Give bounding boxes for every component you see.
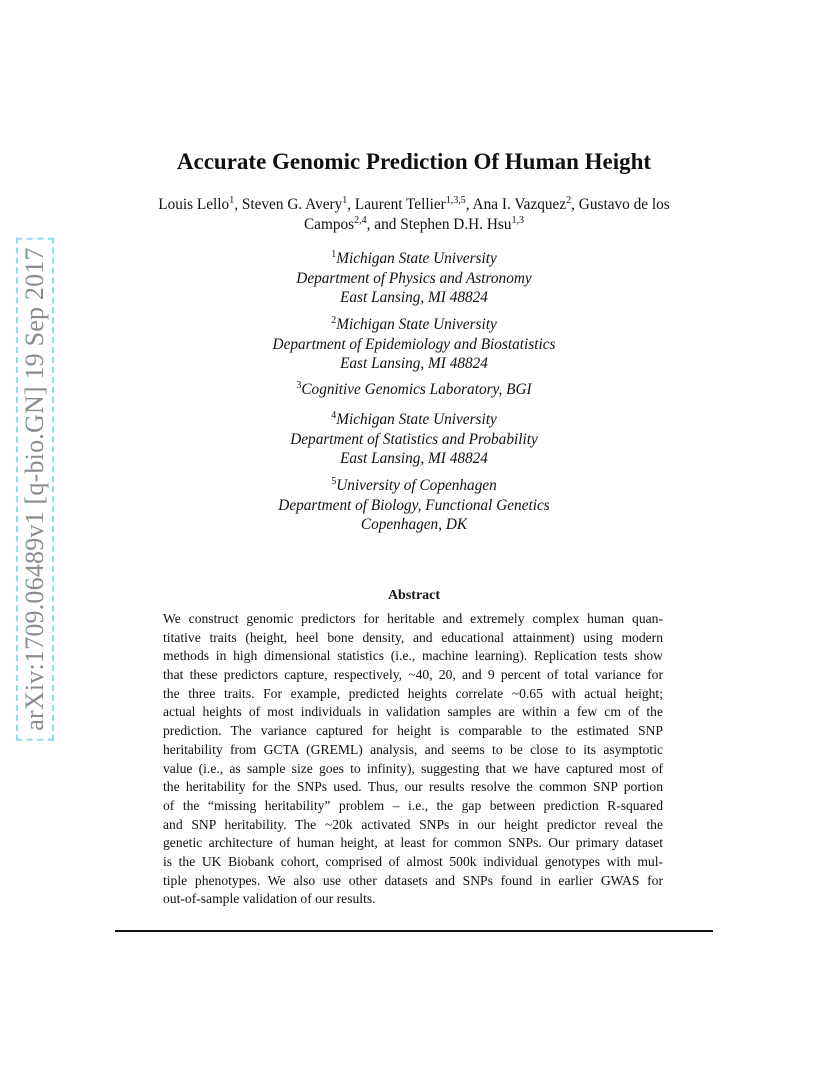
author-separator: , [234, 196, 242, 213]
author-name: Louis Lello [158, 196, 230, 213]
paper-title: Accurate Genomic Prediction Of Human Height [176, 149, 652, 174]
affiliation-line: Cognitive Genomics Laboratory, BGI [301, 381, 532, 398]
affiliation-number: 4 [331, 409, 337, 421]
abstract-heading: Abstract [387, 588, 441, 603]
abstract-line: and SNP heritability. The ~20k activated SNPs in our height predictor reveal the [163, 816, 663, 832]
author-name: Stephen D.H. Hsu [400, 215, 512, 233]
abstract-line: the three traits. For example, predicted heights correlate ~0.65 with actual height; [163, 685, 663, 701]
horizontal-rule [115, 930, 713, 932]
affiliation-number: 3 [296, 379, 302, 391]
author-affiliation-marker: 1,3 [511, 214, 525, 226]
abstract-line: of the “missing heritability” problem – i.e., the gap between prediction R-squared [163, 797, 663, 813]
affiliation-line: Michigan State University [336, 316, 497, 333]
affiliation-line: East Lansing, MI 48824 [340, 289, 488, 306]
author-affiliation-marker: 1 [342, 194, 348, 206]
author-name: Ana I. Vazquez [472, 196, 567, 213]
affiliation-3 [150, 380, 678, 400]
abstract-line: is the UK Biobank cohort, comprised of almost 500k individual genotypes with mul- [163, 853, 663, 869]
author-name: Gustavo de los [578, 196, 670, 213]
abstract-line: value (i.e., as sample size goes to infinity), suggesting that we have captured most of [163, 760, 663, 776]
author-separator: , [465, 196, 473, 213]
author-separator: , [571, 196, 579, 213]
affiliation-line: Department of Epidemiology and Biostatistics [272, 335, 556, 353]
abstract-line: We construct genomic predictors for heritable and extremely complex human quan- [163, 611, 663, 626]
affiliation-line: Copenhagen, DK [360, 516, 468, 533]
author-line-1 [128, 195, 700, 215]
abstract-line: actual heights of most individuals in validation samples are within a few cm of the [163, 704, 663, 720]
affiliation-5 [150, 476, 678, 535]
abstract-line: titative traits (height, heel bone density, and educational attainment) using modern [163, 629, 663, 645]
arxiv-identifier-stamp[interactable]: arXiv:1709.06489v1 [q-bio.GN] 19 Sep 2017 [16, 237, 54, 740]
author-name: Laurent Tellier [354, 196, 446, 213]
abstract-line: prediction. The variance captured for height is comparable to the estimated SNP [163, 723, 663, 739]
author-line-2 [128, 215, 700, 235]
author-affiliation-marker: 2,4 [354, 214, 367, 226]
author-affiliation-marker: 1,3,5 [445, 194, 466, 206]
affiliation-line: Michigan State University [336, 411, 497, 428]
abstract-line: methods in high dimensional statistics (i.e., machine learning). Replication tests show [163, 648, 663, 664]
author-name: Campos [303, 215, 355, 233]
author-affiliation-marker: 1 [229, 194, 235, 206]
affiliation-line: East Lansing, MI 48824 [340, 355, 488, 372]
abstract-line: that these predictors capture, respectively, ~40, 20, and 9 percent of total variance for [163, 667, 663, 683]
affiliation-line: Michigan State University [336, 250, 497, 267]
affiliation-1 [150, 249, 678, 308]
affiliation-number: 1 [331, 248, 337, 260]
affiliation-number: 2 [331, 314, 337, 326]
author-separator: , [347, 196, 355, 213]
author-separator: , and [366, 215, 401, 233]
abstract-line: genetic architecture of human height, at least for common SNPs. Our primary dataset [163, 835, 663, 851]
abstract-body [163, 610, 663, 909]
author-affiliation-marker: 2 [566, 194, 572, 206]
abstract-line: tiple phenotypes. We also use other datasets and SNPs found in earlier GWAS for [163, 872, 663, 888]
affiliation-line: East Lansing, MI 48824 [340, 450, 488, 467]
author-name: Steven G. Avery [241, 196, 343, 213]
affiliation-2 [150, 315, 678, 374]
affiliation-number: 5 [331, 475, 337, 487]
affiliation-line: University of Copenhagen [336, 477, 497, 494]
affiliation-line: Department of Physics and Astronomy [296, 269, 532, 287]
abstract-line: the heritability for the SNPs used. Thus, our results resolve the common SNP portion [163, 779, 663, 795]
affiliation-4 [150, 410, 678, 469]
affiliation-line: Department of Biology, Functional Genetics [278, 496, 550, 514]
affiliation-line: Department of Statistics and Probability [290, 430, 538, 448]
abstract-line: out-of-sample validation of our results. [163, 891, 376, 907]
author-list [128, 195, 700, 234]
abstract-line: heritability from GCTA (GREML) analysis, and seems to be close to its asymptotic [163, 741, 663, 757]
